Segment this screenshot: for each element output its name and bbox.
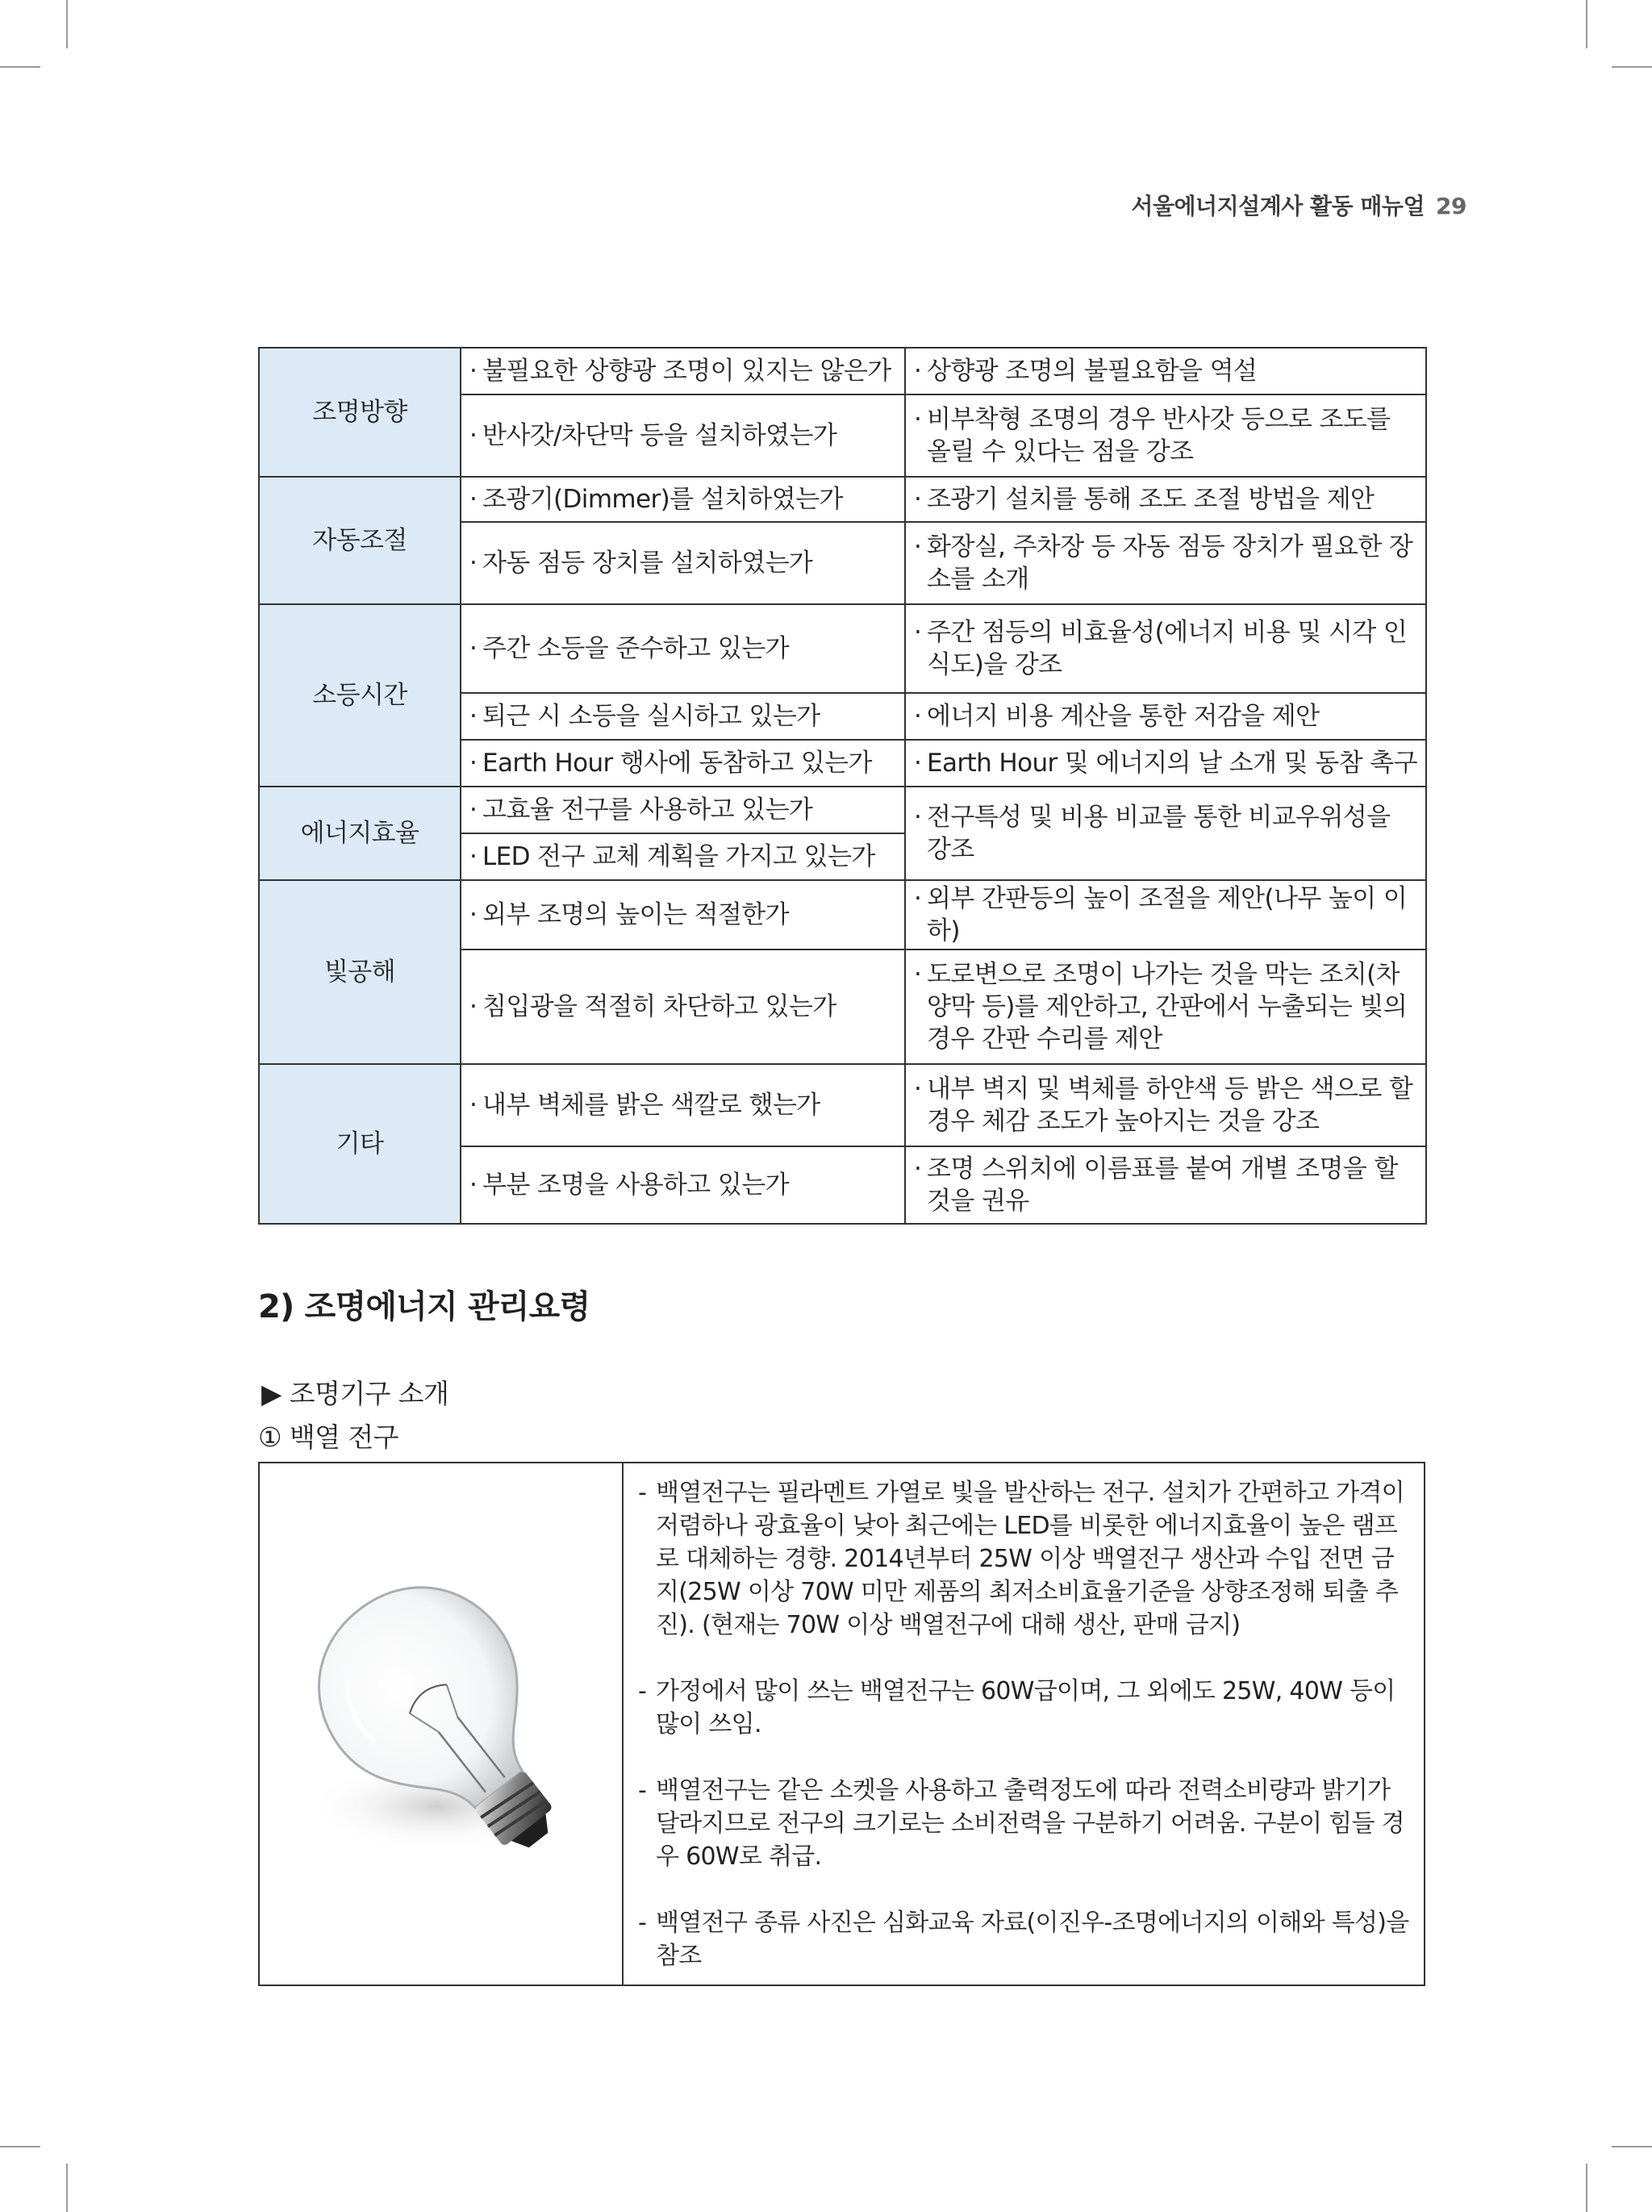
check-item: · 퇴근 시 소등을 실시하고 있는가 xyxy=(461,693,905,740)
running-header xyxy=(1131,189,1466,221)
advice-item: · 조명 스위치에 이름표를 붙여 개별 조명을 할 것을 권유 xyxy=(905,1146,1426,1224)
check-item: · 불필요한 상향광 조명이 있지는 않은가 xyxy=(461,348,905,394)
item-heading: ① 백열 전구 xyxy=(258,1421,398,1453)
check-item: · 고효율 전구를 사용하고 있는가 xyxy=(461,787,905,833)
category-cell: 기타 xyxy=(259,1064,461,1224)
advice-item: · 화장실, 주차장 등 자동 점등 장치가 필요한 장소를 소개 xyxy=(905,522,1426,604)
crop-mark xyxy=(66,2164,68,2212)
crop-mark xyxy=(1586,0,1587,48)
advice-item: · 내부 벽지 및 벽체를 하얀색 등 밝은 색으로 할 경우 체감 조도가 높아지는 것을 강조 xyxy=(905,1064,1426,1146)
check-item: · LED 전구 교체 계획을 가지고 있는가 xyxy=(461,833,905,880)
category-cell: 자동조절 xyxy=(259,477,461,604)
page-number: 29 xyxy=(1436,193,1466,219)
lighting-checklist-table xyxy=(258,347,1427,1225)
category-cell: 소등시간 xyxy=(259,604,461,787)
check-item: · 부분 조명을 사용하고 있는가 xyxy=(461,1146,905,1224)
table-row xyxy=(259,348,1426,394)
table-row xyxy=(259,1064,1426,1146)
check-item: · 조광기(Dimmer)를 설치하였는가 xyxy=(461,477,905,522)
section-title: 2) 조명에너지 관리요령 xyxy=(258,1288,590,1325)
check-item: · 외부 조명의 높이는 적절한가 xyxy=(461,880,905,949)
advice-item: · 외부 간판등의 높이 조절을 제안(나무 높이 이하) xyxy=(905,880,1426,949)
light-bulb-image xyxy=(260,1463,619,1985)
category-cell: 조명방향 xyxy=(259,348,461,477)
description-paragraph: - 백열전구는 필라멘트 가열로 빛을 발산하는 전구. 설치가 간편하고 가격이 저렴하나 광효율이 낮아 최근에는 LED를 비롯한 에너지효율이 높은 램프로 대체하는 경향. 2014년부터 25W 이상 백열전구 생산과 수입 전면 금지(25W 이상 70W 미만 제품의 최저소비효율기준을 상향조정해 퇴출 추진). (현재는 70W 이상 백열전구에 대해 생산, 판매 금지) xyxy=(638,1479,1404,1639)
advice-item: · 전구특성 및 비용 비교를 통한 비교우위성을 강조 xyxy=(905,787,1426,880)
description-paragraph: - 가정에서 많이 쓰는 백열전구는 60W급이며, 그 외에도 25W, 40W 등이 많이 쓰임. xyxy=(638,1677,1395,1738)
crop-mark xyxy=(1586,2164,1587,2212)
category-cell: 에너지효율 xyxy=(259,787,461,880)
check-item: · 침입광을 적절히 차단하고 있는가 xyxy=(461,949,905,1064)
table-row xyxy=(259,604,1426,693)
advice-item: · 주간 점등의 비효율성(에너지 비용 및 시각 인식도)을 강조 xyxy=(905,604,1426,693)
crop-mark xyxy=(0,2146,40,2147)
advice-item: · 에너지 비용 계산을 통한 저감을 제안 xyxy=(905,693,1426,740)
check-item: · 자동 점등 장치를 설치하였는가 xyxy=(461,522,905,604)
advice-item: · 조광기 설치를 통해 조도 조절 방법을 제안 xyxy=(905,477,1426,522)
description-paragraph: - 백열전구는 같은 소켓을 사용하고 출력정도에 따라 전력소비량과 밝기가 달라지므로 전구의 크기로는 소비전력을 구분하기 어려움. 구분이 힘들 경우 60W로 취급. xyxy=(638,1776,1404,1871)
check-item: · 내부 벽체를 밝은 색깔로 했는가 xyxy=(461,1064,905,1146)
category-cell: 빛공해 xyxy=(259,880,461,1064)
crop-mark xyxy=(1612,66,1652,68)
advice-item: · Earth Hour 및 에너지의 날 소개 및 동참 촉구 xyxy=(905,740,1426,787)
bulb-photo-cell xyxy=(260,1463,624,1985)
advice-item: · 비부착형 조명의 경우 반사갓 등으로 조도를 올릴 수 있다는 점을 강조 xyxy=(905,394,1426,477)
subsection-heading: ▶ 조명기구 소개 xyxy=(261,1378,449,1409)
check-item: · Earth Hour 행사에 동참하고 있는가 xyxy=(461,740,905,787)
check-item: · 반사갓/차단막 등을 설치하였는가 xyxy=(461,394,905,477)
bulb-description xyxy=(624,1463,1424,1985)
table-row xyxy=(259,880,1426,949)
check-item: · 주간 소등을 준수하고 있는가 xyxy=(461,604,905,693)
table-row xyxy=(259,787,1426,833)
incandescent-bulb-box xyxy=(258,1462,1425,1986)
crop-mark xyxy=(66,0,68,48)
advice-item: · 상향광 조명의 불필요함을 역설 xyxy=(905,348,1426,394)
table-row xyxy=(259,477,1426,522)
description-paragraph: - 백열전구 종류 사진은 심화교육 자료(이진우-조명에너지의 이해와 특성)을 참조 xyxy=(638,1909,1409,1970)
crop-mark xyxy=(1612,2146,1652,2147)
advice-item: · 도로변으로 조명이 나가는 것을 막는 조치(차양막 등)를 제안하고, 간판에서 누출되는 빛의 경우 간판 수리를 제안 xyxy=(905,949,1426,1064)
header-title: 서울에너지설계사 활동 매뉴얼 xyxy=(1131,193,1425,219)
crop-mark xyxy=(0,66,40,68)
